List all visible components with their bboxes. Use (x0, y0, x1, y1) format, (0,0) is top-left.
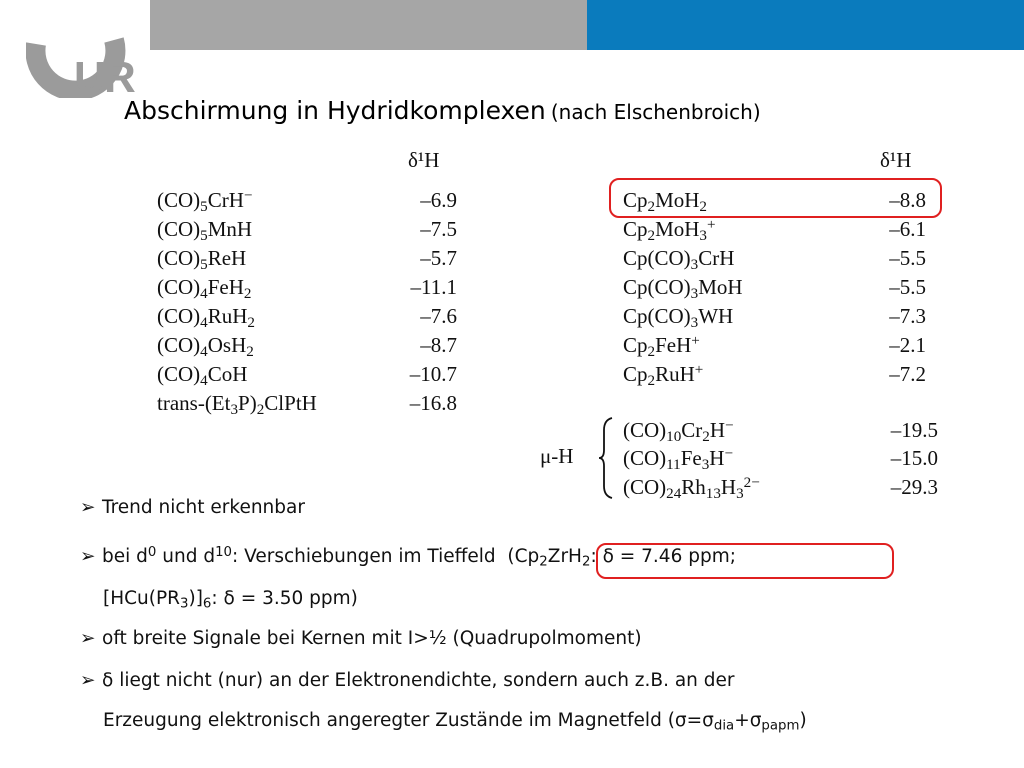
formula: $(CO)_4FeH_2$ (157, 275, 252, 303)
arrow-bullet-icon: ➢ (80, 546, 96, 567)
curly-brace (598, 416, 614, 500)
header-bar-gray (150, 0, 587, 50)
shift-value: –2.1 (889, 333, 926, 357)
formula: $(CO)_5CrH^-$ (157, 188, 253, 216)
bullet-quadrupole (80, 628, 642, 649)
shift-value: –15.0 (890, 446, 938, 470)
formula: $Cp_2FeH^+$ (623, 333, 700, 361)
table-row (623, 360, 926, 388)
bullet-text: δ liegt nicht (nur) an der Elektronendichte, sondern auch z.B. an der (102, 670, 735, 691)
formula: $Cp_2MoH_3^+$ (623, 217, 716, 245)
arrow-bullet-icon: ➢ (80, 497, 96, 518)
formula: $Cp(CO)_3WH$ (623, 304, 734, 332)
shift-value: –5.7 (420, 246, 457, 270)
university-logo (26, 14, 142, 98)
bullet-text: Trend nicht erkennbar (102, 497, 305, 518)
bullet-electron-density (80, 670, 735, 691)
table-row (623, 416, 938, 444)
formula: $(CO)_5ReH$ (157, 246, 247, 274)
shift-value: –8.8 (889, 188, 926, 212)
table-row (157, 360, 457, 388)
shift-value: –19.5 (890, 418, 938, 442)
table-row (623, 273, 926, 301)
arrow-bullet-icon: ➢ (80, 628, 96, 649)
formula: $Cp_2RuH^+$ (623, 362, 704, 390)
shift-value: –7.6 (420, 304, 457, 328)
slide-title-sub: (nach Elschenbroich) (550, 100, 761, 124)
formula: $(CO)_4OsH_2$ (157, 333, 254, 361)
bullet-electron-density-continued: Erzeugung elektronisch angeregter Zustände im Magnetfeld $(\sigma=\sigma_{dia}+\sigma_{papm})$ (103, 710, 807, 734)
svg-text:R: R (104, 53, 136, 98)
shift-value: –6.1 (889, 217, 926, 241)
table-row (157, 215, 457, 243)
shift-value: –7.5 (420, 217, 457, 241)
table-row (157, 331, 457, 359)
shift-value: –7.2 (889, 362, 926, 386)
formula: $(CO)_{24}Rh_{13}H_3^{2-}$ (623, 475, 760, 503)
formula: $(CO)_4CoH$ (157, 362, 248, 390)
shift-value: –10.7 (409, 362, 457, 386)
formula: $(CO)_4RuH_2$ (157, 304, 255, 332)
shift-value: –5.5 (889, 246, 926, 270)
shift-value: –5.5 (889, 275, 926, 299)
table-row (157, 302, 457, 330)
formula: $(CO)_{10}Cr_2H^-$ (623, 418, 734, 446)
formula: $(CO)_5MnH$ (157, 217, 253, 245)
table-row (157, 389, 457, 417)
table-row (157, 273, 457, 301)
shift-value: –8.7 (420, 333, 457, 357)
table-row (623, 331, 926, 359)
arrow-bullet-icon: ➢ (80, 670, 96, 691)
table-row (623, 444, 938, 472)
slide-title-main: Abschirmung in Hydridkomplexen (124, 96, 546, 125)
bullet-trend (80, 497, 305, 518)
header-bar-blue (587, 0, 1024, 50)
highlight-box-cp2moh2 (609, 178, 942, 218)
highlight-box-cp2zrh2 (596, 543, 894, 579)
column-header-left: δ¹H (408, 148, 440, 172)
table-row (157, 244, 457, 272)
table-row (623, 302, 926, 330)
shift-value: –6.9 (420, 188, 457, 212)
formula: $Cp(CO)_3MoH$ (623, 275, 743, 303)
table-row (623, 473, 938, 501)
bullet-text: oft breite Signale bei Kernen mit I>½ (Quadrupolmoment) (102, 628, 642, 649)
formula: $(CO)_{11}Fe_3H^-$ (623, 446, 733, 474)
formula: trans-$(Et_3P)_2ClPtH$ (157, 391, 317, 419)
svg-text:U: U (74, 53, 106, 98)
formula: $Cp_2MoH_2$ (623, 188, 707, 216)
shift-value: –16.8 (409, 391, 457, 415)
bullet-d0-d10-continued: $[HCu(PR_3)]_6$: δ = 3.50 ppm) (103, 588, 358, 612)
column-header-right: δ¹H (880, 148, 912, 172)
bullet-text: bei $d^0$ und $d^{10}$: Verschiebungen im Tieffeld ($Cp_2ZrH_2$: δ = 7.46 ppm; (102, 545, 736, 570)
table-row (623, 244, 926, 272)
shift-value: –29.3 (890, 475, 938, 499)
shift-value: –7.3 (889, 304, 926, 328)
table-row (157, 186, 457, 214)
mu-h-label: μ-H (540, 444, 574, 468)
shift-value: –11.1 (410, 275, 457, 299)
formula: $Cp(CO)_3CrH$ (623, 246, 735, 274)
table-row (623, 215, 926, 243)
slide-title (124, 96, 761, 125)
